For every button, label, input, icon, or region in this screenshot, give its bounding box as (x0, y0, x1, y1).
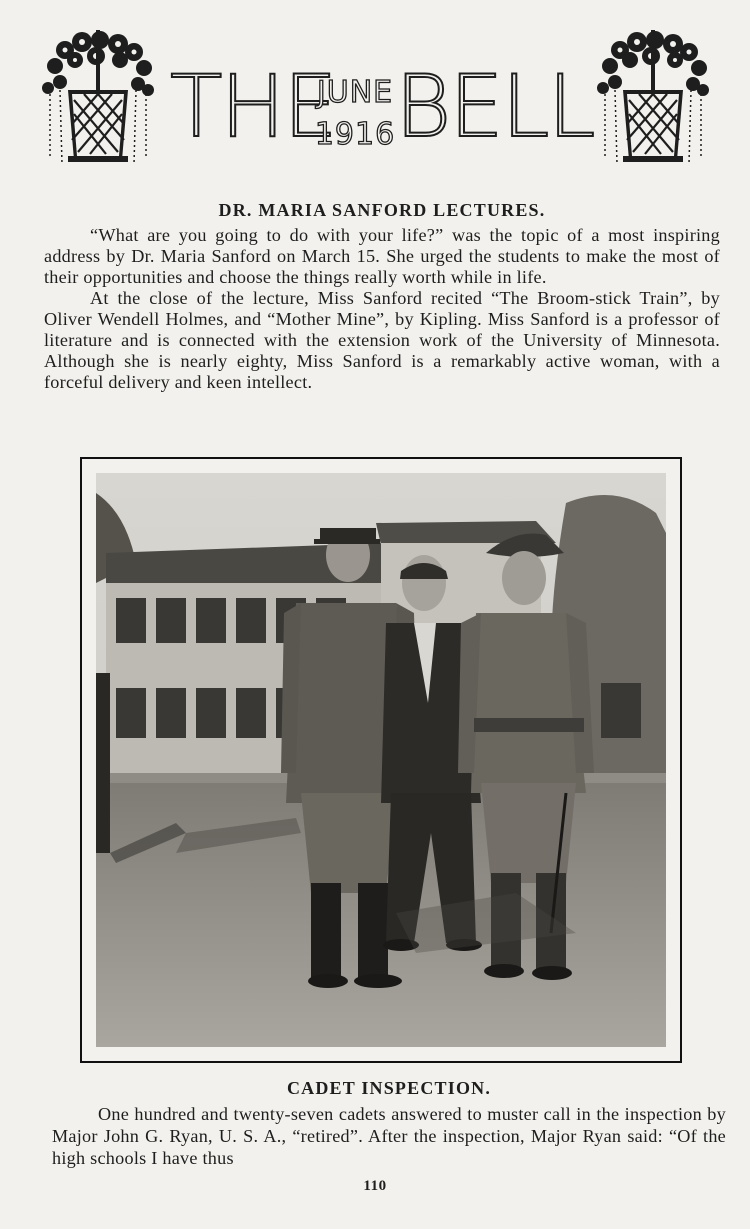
masthead (40, 30, 710, 170)
masthead-title (170, 57, 594, 170)
masthead-month: JUNE (316, 75, 394, 110)
photo-frame (80, 457, 682, 1063)
masthead-year: 1916 (314, 117, 396, 152)
article-headline: CADET INSPECTION. (286, 1078, 492, 1098)
article-sanford-lectures (44, 200, 720, 393)
article-cadet-inspection (52, 1078, 726, 1169)
page-number: 110 (363, 1178, 387, 1194)
article-headline: DR. MARIA SANFORD LECTURES. (218, 200, 546, 220)
article-paragraph: At the close of the lecture, Miss Sanford recited “The Broom-stick Train”, by Oliver Wendell Holmes, and “Mother Mine”, by Kipling. Miss Sanford is a professor of literature and is connected with the extension work of the University of Minnesota. Although she is nearly eighty, Miss Sanford is a remarkably active woman, with a forceful delivery and keen intellect. (44, 288, 720, 392)
masthead-title-bell: BELL (395, 57, 594, 157)
flower-basket-right-icon (595, 30, 710, 170)
article-paragraph: One hundred and twenty-seven cadets answered to muster call in the inspection by Major John G. Ryan, U. S. A., “retired”. After the inspection, Major Ryan said: “Of the high schools I have thus (52, 1104, 726, 1168)
photograph-three-men (96, 473, 666, 1047)
masthead-title-the: THE (170, 57, 336, 157)
flower-basket-left-icon (40, 30, 155, 170)
article-paragraph: “What are you going to do with your life?” was the topic of a most inspiring address by Dr. Maria Sanford on March 15. She urged the students to make the most of their opportunities and choose the things really worth while in life. (44, 225, 720, 287)
